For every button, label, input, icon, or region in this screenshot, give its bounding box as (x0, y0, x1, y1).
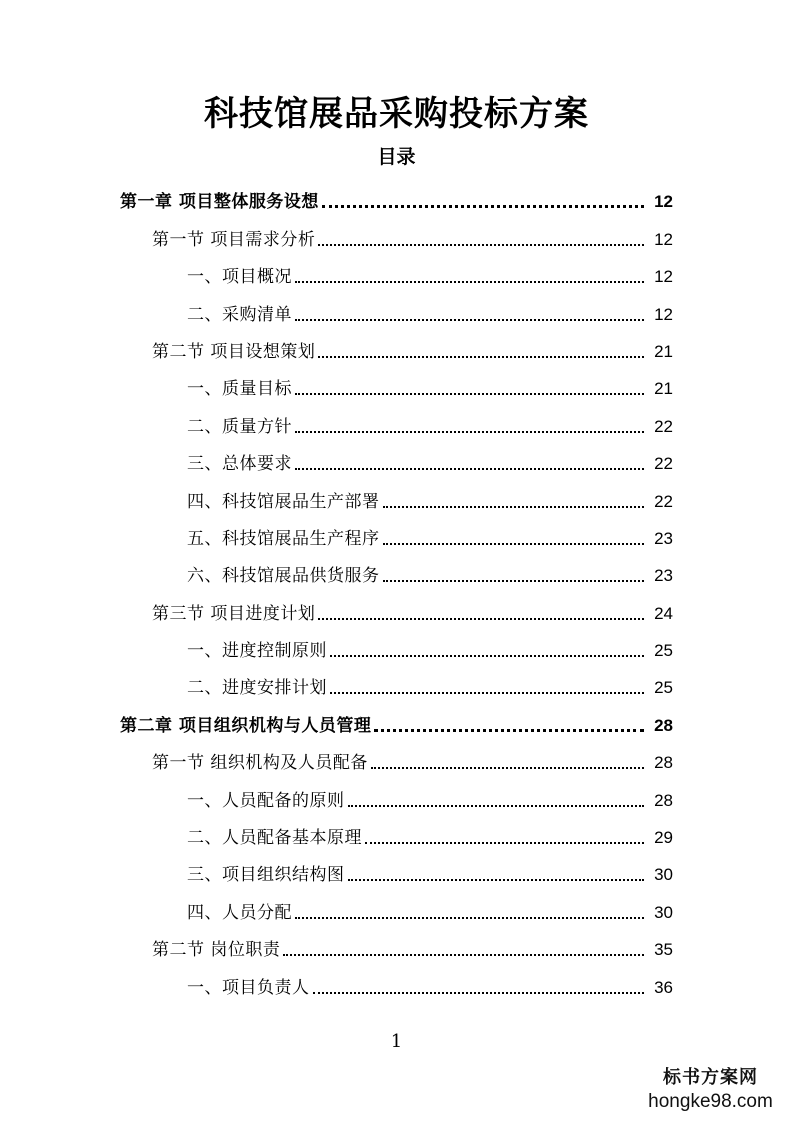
site-watermark (628, 1066, 793, 1118)
toc-dot-leader (322, 205, 644, 208)
toc-section-entry[interactable] (0, 330, 793, 367)
toc-subsection-entry[interactable] (0, 629, 793, 666)
toc-entry-page: 35 (654, 940, 673, 960)
toc-subsection-entry[interactable] (0, 853, 793, 890)
toc-entry-title: 二、质量方针 (187, 416, 292, 437)
toc-subsection-entry[interactable] (0, 442, 793, 479)
toc-entry-page: 12 (654, 192, 673, 212)
toc-entry-title: 二、采购清单 (187, 304, 292, 325)
toc-entry-title: 六、科技馆展品供货服务 (187, 566, 380, 587)
toc-entry-title: 一、质量目标 (187, 379, 292, 400)
toc-entry-page: 25 (654, 678, 673, 698)
toc-entry-title: 第一节 组织机构及人员配备 (152, 753, 368, 774)
toc-entry-title: 一、项目概况 (187, 267, 292, 288)
toc-entry-page: 29 (654, 828, 673, 848)
toc-entry-page: 28 (654, 715, 673, 735)
toc-heading: 目录 (377, 146, 416, 168)
toc-subsection-entry[interactable] (0, 517, 793, 554)
toc-chapter-entry[interactable] (0, 180, 793, 217)
watermark-url: hongke98.com (648, 1091, 773, 1112)
toc-dot-leader (318, 618, 644, 620)
toc-entry-page: 28 (654, 790, 673, 810)
toc-entry-page: 30 (654, 902, 673, 922)
toc-dot-leader (330, 692, 644, 694)
toc-dot-leader (383, 506, 645, 508)
toc-subsection-entry[interactable] (0, 404, 793, 441)
toc-entry-title: 五、科技馆展品生产程序 (187, 528, 380, 549)
toc-dot-leader (313, 992, 645, 994)
toc-entry-page: 24 (654, 603, 673, 623)
toc-dot-leader (374, 729, 644, 732)
toc-entry-title: 一、项目负责人 (187, 977, 310, 998)
toc-dot-leader (295, 393, 644, 395)
toc-dot-leader (318, 244, 644, 246)
toc-dot-leader (348, 805, 645, 807)
watermark-site-name: 标书方案网 (663, 1067, 758, 1088)
toc-subsection-entry[interactable] (0, 292, 793, 329)
toc-chapter-entry[interactable] (0, 703, 793, 740)
toc-entry-title: 四、科技馆展品生产部署 (187, 491, 380, 512)
toc-dot-leader (295, 319, 644, 321)
toc-section-entry[interactable] (0, 217, 793, 254)
toc-section-entry[interactable] (0, 741, 793, 778)
toc-entry-title: 第一节 项目需求分析 (152, 229, 316, 250)
toc-entry-page: 22 (654, 416, 673, 436)
toc-dot-leader (348, 879, 645, 881)
toc-entry-page: 23 (654, 528, 673, 548)
toc-entry-title: 三、总体要求 (187, 454, 292, 475)
toc-entry-title: 一、人员配备的原则 (187, 790, 345, 811)
toc-dot-leader (283, 954, 644, 956)
toc-dot-leader (371, 767, 644, 769)
toc-subsection-entry[interactable] (0, 890, 793, 927)
toc-subsection-entry[interactable] (0, 255, 793, 292)
toc-entry-title: 第一章 项目整体服务设想 (120, 192, 319, 213)
toc-dot-leader (365, 842, 644, 844)
toc-subsection-entry[interactable] (0, 479, 793, 516)
toc-dot-leader (295, 281, 644, 283)
toc-dot-leader (383, 580, 645, 582)
toc-entry-page: 23 (654, 566, 673, 586)
toc-section-entry[interactable] (0, 591, 793, 628)
toc-subsection-entry[interactable] (0, 778, 793, 815)
toc-section-entry[interactable] (0, 928, 793, 965)
toc-entry-page: 25 (654, 641, 673, 661)
toc-entry-title: 第二章 项目组织机构与人员管理 (120, 715, 372, 736)
toc-dot-leader (295, 917, 644, 919)
toc-entry-page: 30 (654, 865, 673, 885)
toc-entry-title: 二、进度安排计划 (187, 678, 327, 699)
toc-entry-title: 二、人员配备基本原理 (187, 828, 362, 849)
toc-entry-page: 22 (654, 491, 673, 511)
toc-entry-page: 21 (654, 379, 673, 399)
toc-entry-title: 第二节 项目设想策划 (152, 341, 316, 362)
toc-entry-page: 28 (654, 753, 673, 773)
toc-entry-page: 22 (654, 454, 673, 474)
toc-subsection-entry[interactable] (0, 554, 793, 591)
toc-entry-page: 12 (654, 229, 673, 249)
toc-entry-page: 12 (654, 267, 673, 287)
toc-entry-title: 第三节 项目进度计划 (152, 603, 316, 624)
toc-subsection-entry[interactable] (0, 666, 793, 703)
toc-dot-leader (330, 655, 644, 657)
toc-entry-title: 四、人员分配 (187, 902, 292, 923)
document-title: 科技馆展品采购投标方案 (204, 94, 589, 134)
toc-entry-title: 三、项目组织结构图 (187, 865, 345, 886)
toc-dot-leader (383, 543, 645, 545)
toc-entry-page: 36 (654, 977, 673, 997)
toc-dot-leader (295, 431, 644, 433)
toc-subsection-entry[interactable] (0, 367, 793, 404)
toc-subsection-entry[interactable] (0, 965, 793, 1002)
table-of-contents (0, 180, 793, 1003)
page-number: 1 (390, 1031, 403, 1052)
toc-dot-leader (295, 468, 644, 470)
toc-subsection-entry[interactable] (0, 816, 793, 853)
toc-entry-page: 12 (654, 304, 673, 324)
toc-entry-title: 一、进度控制原则 (187, 641, 327, 662)
toc-entry-page: 21 (654, 341, 673, 361)
toc-entry-title: 第二节 岗位职责 (152, 940, 281, 961)
toc-dot-leader (318, 356, 644, 358)
